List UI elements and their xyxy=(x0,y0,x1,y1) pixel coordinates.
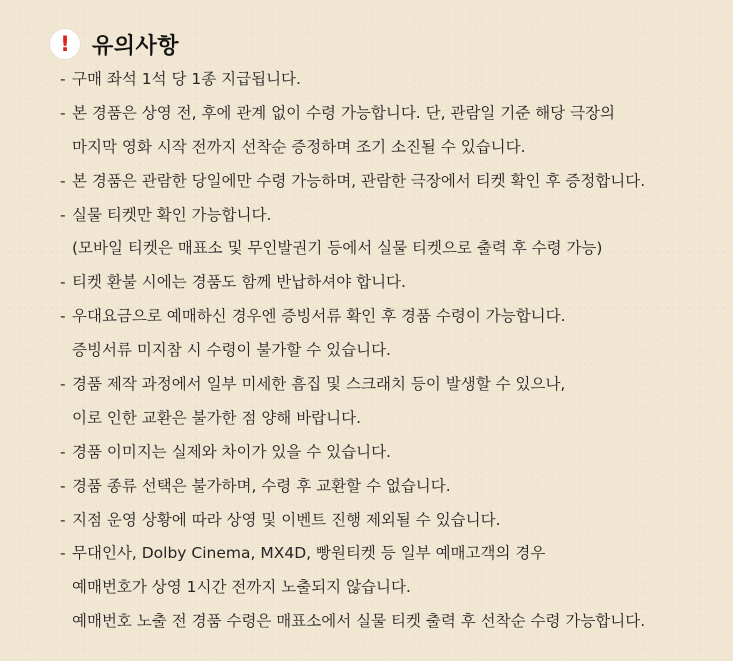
notice-item-line: 마지막 영화 시작 전까지 선착순 증정하며 조기 소진될 수 있습니다. xyxy=(72,137,526,156)
notice-list xyxy=(60,63,725,639)
notice-item xyxy=(60,300,725,368)
bullet-dash: - xyxy=(60,375,66,394)
bullet-dash: - xyxy=(60,103,66,122)
bullet-dash: - xyxy=(60,307,66,326)
notice-item-line: 우대요금으로 예매하신 경우엔 증빙서류 확인 후 경품 수령이 가능합니다. xyxy=(72,307,566,326)
notice-item-line: 경품 이미지는 실제와 차이가 있을 수 있습니다. xyxy=(72,442,391,461)
notice-item-line: 예매번호가 상영 1시간 전까지 노출되지 않습니다. xyxy=(72,578,411,597)
bullet-dash: - xyxy=(60,171,66,190)
notice-item-line: 본 경품은 관람한 당일에만 수령 가능하며, 관람한 극장에서 티켓 확인 후 증정합니다. xyxy=(72,171,646,190)
notice-header xyxy=(50,27,179,61)
notice-item xyxy=(60,470,725,504)
notice-item-line: 경품 제작 과정에서 일부 미세한 흠집 및 스크래치 등이 발생할 수 있으나, xyxy=(72,375,566,394)
bullet-dash: - xyxy=(60,273,66,292)
notice-item-line: 이로 인한 교환은 불가한 점 양해 바랍니다. xyxy=(72,408,362,427)
bullet-dash: - xyxy=(60,205,66,224)
notice-item xyxy=(60,199,725,267)
notice-item-line: 무대인사, Dolby Cinema, MX4D, 빵원티켓 등 일부 예매고객의 경우 xyxy=(72,544,546,563)
notice-item xyxy=(60,266,725,300)
notice-item xyxy=(60,537,725,639)
notice-item-line: 실물 티켓만 확인 가능합니다. xyxy=(72,205,272,224)
notice-item xyxy=(60,165,725,199)
bullet-dash: - xyxy=(60,510,66,529)
notice-item-line: 본 경품은 상영 전, 후에 관계 없이 수령 가능합니다. 단, 관람일 기준 해당 극장의 xyxy=(72,103,615,122)
notice-item-line: 지점 운영 상황에 따라 상영 및 이벤트 진행 제외될 수 있습니다. xyxy=(72,510,501,529)
exclamation-icon: ! xyxy=(50,29,80,59)
notice-item xyxy=(60,368,725,436)
notice-item xyxy=(60,436,725,470)
notice-title: 유의사항 xyxy=(92,33,180,59)
notice-item-line: 티켓 환불 시에는 경품도 함께 반납하셔야 합니다. xyxy=(72,273,406,292)
bullet-dash: - xyxy=(60,544,66,563)
bullet-dash: - xyxy=(60,70,66,88)
notice-item xyxy=(60,504,725,538)
notice-item-line: 예매번호 노출 전 경품 수령은 매표소에서 실물 티켓 출력 후 선착순 수령 가능합니다. xyxy=(72,612,646,631)
notice-item-line: 구매 좌석 1석 당 1종 지급됩니다. xyxy=(72,70,301,88)
notice-item xyxy=(60,63,725,97)
bullet-dash: - xyxy=(60,476,66,495)
notice-item-line: (모바일 티켓은 매표소 및 무인발권기 등에서 실물 티켓으로 출력 후 수령 가능) xyxy=(72,239,603,258)
notice-item xyxy=(60,97,725,165)
bullet-dash: - xyxy=(60,442,66,461)
notice-item-line: 경품 종류 선택은 불가하며, 수령 후 교환할 수 없습니다. xyxy=(72,476,451,495)
notice-item-line: 증빙서류 미지참 시 수령이 불가할 수 있습니다. xyxy=(72,341,391,360)
